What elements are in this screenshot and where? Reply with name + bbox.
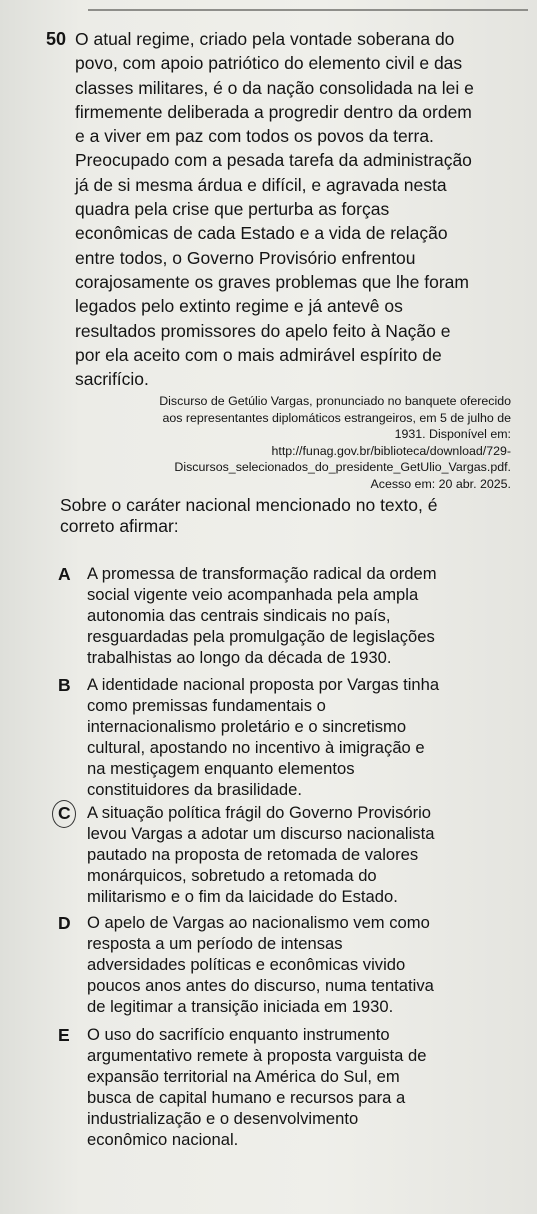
source-line: Acesso em: 20 abr. 2025. [370, 476, 511, 491]
option-text [87, 564, 521, 669]
option-letter: C [58, 803, 71, 823]
option-text [87, 675, 521, 800]
option-line: de legitimar a transição iniciada em 1930. [87, 996, 394, 1016]
passage-line: firmemente deliberada a progredir dentro da ordem [75, 101, 472, 122]
option-letter: E [58, 1025, 70, 1045]
option-line: expansão territorial na América do Sul, em [87, 1066, 400, 1086]
option-line: pautado na proposta de retomada de valores [87, 844, 419, 864]
option-line: A identidade nacional proposta por Vargas tinha [87, 675, 440, 694]
option-letter: A [58, 564, 71, 584]
source-line: 1931. Disponível em: [394, 427, 511, 442]
passage-line: econômicas de cada Estado e a vida de relação [75, 223, 448, 244]
option-line: argumentativo remete à proposta varguista de [87, 1045, 427, 1065]
option-line: econômico nacional. [87, 1129, 239, 1149]
option-line: internacionalismo proletário e o sincretismo [87, 716, 407, 736]
option-letter: B [58, 675, 71, 695]
passage-line: e a viver em paz com todos os povos da terra. [75, 126, 434, 147]
passage-line: Preocupado com a pesada tarefa da administração [75, 150, 472, 171]
top-rule [88, 9, 528, 11]
source-line: http://funag.gov.br/biblioteca/download/729- [271, 443, 511, 458]
passage-line: sacrifício. [75, 369, 149, 390]
option-line: trabalhistas ao longo da década de 1930. [87, 647, 392, 667]
passage-line: resultados promissores do apelo feito à Nação e [75, 320, 451, 341]
option-line: cultural, apostando no incentivo à imigração e [87, 737, 425, 757]
question-number: 50 [46, 29, 67, 49]
option-line: A promessa de transformação radical da ordem [87, 564, 437, 583]
option-text [87, 803, 521, 908]
option-line: busca de capital humano e recursos para a [87, 1087, 406, 1107]
option-line: militarismo e o fim da laicidade do Estado. [87, 886, 398, 906]
option-line: industrialização e o desenvolvimento [87, 1108, 359, 1128]
option-letter: D [58, 913, 71, 933]
option-line: constituidores da brasilidade. [87, 779, 302, 799]
option-line: levou Vargas a adotar um discurso nacionalista [87, 823, 435, 843]
option-line: poucos anos antes do discurso, numa tentativa [87, 975, 434, 995]
passage-line: classes militares, é o da nação consolidada na lei e [75, 77, 474, 98]
prompt-line: Sobre o caráter nacional mencionado no texto, é [60, 495, 438, 515]
option-line: como premissas fundamentais o [87, 695, 326, 715]
option-text [87, 913, 521, 1018]
option-line: A situação política frágil do Governo Provisório [87, 803, 432, 822]
source-line: Discurso de Getúlio Vargas, pronunciado no banquete oferecido [159, 394, 511, 408]
passage-line: povo, com apoio patriótico do elemento civil e das [75, 53, 463, 74]
option-line: resposta a um período de intensas [87, 933, 343, 953]
option-line: monárquicos, sobretudo a retomada do [87, 865, 377, 885]
option-line: autonomia das centrais sindicais no país, [87, 605, 391, 625]
passage-line: por ela aceito com o mais admirável espírito de [75, 344, 442, 365]
option-line: social vigente veio acompanhada pela ampla [87, 584, 419, 604]
passage-line: O atual regime, criado pela vontade soberana do [75, 29, 455, 49]
option-line: adversidades políticas e econômicas vivido [87, 954, 406, 974]
source-line: aos representantes diplomáticos estrangeiros, em 5 de julho de [162, 410, 511, 425]
question-prompt [60, 495, 520, 536]
passage-line: corajosamente os graves problemas que lhe foram [75, 271, 469, 292]
source-line: Discursos_selecionados_do_presidente_GetUlio_Vargas.pdf. [174, 460, 511, 475]
option-line: na mestiçagem enquanto elementos [87, 758, 355, 778]
option-text [87, 1025, 521, 1150]
passage-line: legados pelo extinto regime e já antevê os [75, 296, 403, 317]
passage-line: entre todos, o Governo Provisório enfrentou [75, 247, 416, 268]
option-line: O apelo de Vargas ao nacionalismo vem como [87, 913, 430, 932]
option-line: resguardadas pela promulgação de legislações [87, 626, 435, 646]
passage [75, 27, 519, 391]
passage-source [41, 393, 511, 493]
passage-line: já de si mesma árdua e difícil, e agravada nesta [75, 174, 447, 195]
passage-line: quadra pela crise que perturba as forças [75, 199, 390, 220]
prompt-line: correto afirmar: [60, 515, 179, 536]
option-line: O uso do sacrifício enquanto instrumento [87, 1025, 390, 1044]
